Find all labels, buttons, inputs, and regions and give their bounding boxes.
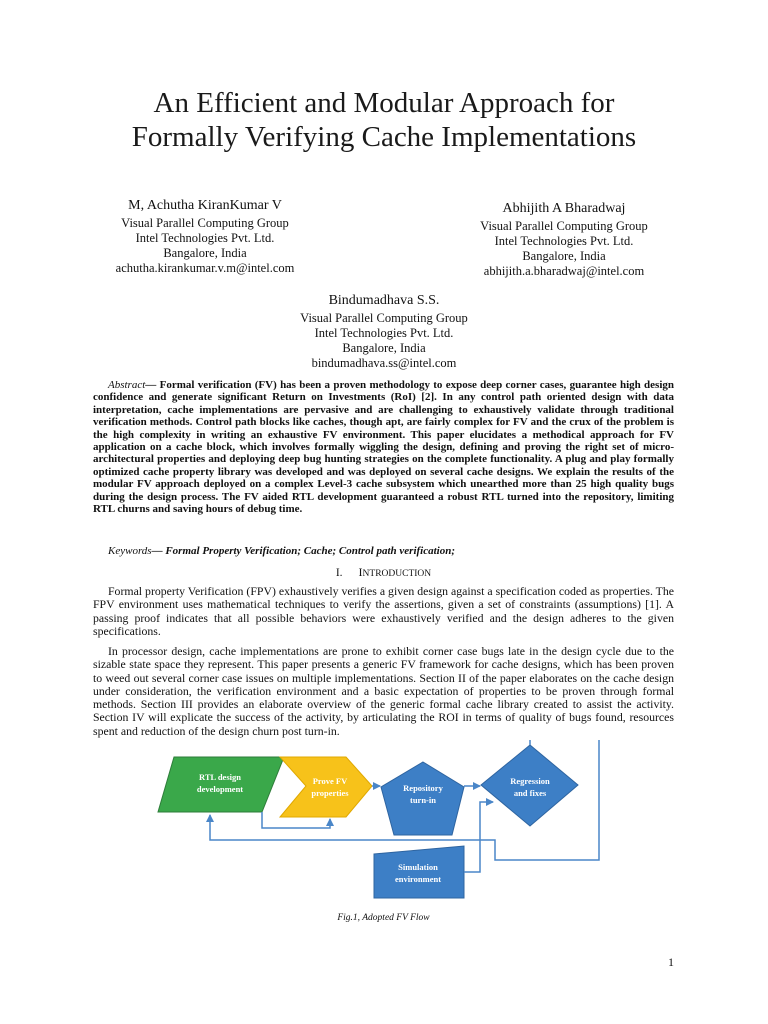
paper-title (40, 86, 728, 154)
abstract-label: Abstract (108, 379, 146, 391)
keywords-body: Formal Property Verification; Cache; Control path verification; (165, 545, 456, 557)
author-block-3 (274, 291, 494, 371)
author-group: Visual Parallel Computing Group (300, 311, 468, 325)
simulation-label-2: environment (394, 874, 442, 884)
author-group: Visual Parallel Computing Group (121, 216, 289, 230)
author-company: Intel Technologies Pvt. Ltd. (494, 234, 634, 248)
paragraph-1: Formal property Verification (FPV) exhaustively verifies a given design against a specification coded as properties. The FPV environment uses mathematical techniques to verify the assertions, given a set of constraints (assumptions) [1]. A passing proof indicates that all possible behaviors were exhaustively verified and the design adheres to the given specifications. (93, 584, 674, 638)
author-location: Bangalore, India (342, 341, 426, 355)
fv-flow-figure (150, 740, 610, 900)
author-block-1 (95, 196, 315, 276)
title-line-1: An Efficient and Modular Approach for (153, 87, 615, 119)
prove-fv-shape (280, 757, 372, 817)
keywords-label: Keywords (108, 545, 152, 557)
section-heading-introduction (93, 565, 674, 580)
fv-flow-diagram (150, 740, 610, 900)
arrow-simulation-to-regression (464, 802, 493, 872)
regression-label-2: and fixes (513, 788, 547, 798)
author-email: bindumadhava.ss@intel.com (311, 356, 457, 370)
author-block-2 (452, 199, 676, 279)
author-name: Abhijith A Bharadwaj (502, 201, 626, 216)
abstract-body: Formal verification (FV) has been a proven methodology to expose deep corner cases, guarantee high design confidence and generate significant Return on Investments (RoI) [2]. In any control path oriented design with data interpretation, cache implementations are pervasive and are challenging to exhaustively validate through traditional verification methods. Control path blocks like caches, though apt, are fairly complex for FV and the crux of the problem is the high complexity in writing an exhaustive FV environment. This paper elucidates a methodical approach for FV application on a cache block, which involves formally wiggling the design, defining and proving the right set of micro-architectural properties and deploying deep bug hunting strategies on the complete functionality. A plug and play formally optimized cache property library was developed and was deployed on several cache designs. We explain the results of the modular FV approach deployed on a complex Level-3 cache subsystem which unearthed more than 25 high quality bugs during the design process. The FV aided RTL development guaranteed a robust RTL turned into the repository, limiting RTL churns and saving hours of debug time. (93, 379, 675, 516)
author-name: Bindumadhava S.S. (328, 293, 440, 308)
regression-label-1: Regression (510, 776, 550, 786)
simulation-shape (374, 846, 464, 898)
author-location: Bangalore, India (522, 249, 606, 263)
repository-label-2: turn-in (410, 795, 436, 805)
title-line-2: Formally Verifying Cache Implementations (131, 121, 637, 153)
author-name: M, Achutha KiranKumar V (128, 198, 282, 213)
author-location: Bangalore, India (163, 246, 247, 260)
figure-caption: Fig.1, Adopted FV Flow (337, 913, 430, 923)
author-group: Visual Parallel Computing Group (480, 219, 648, 233)
simulation-label-1: Simulation (398, 862, 438, 872)
rtl-design-label-2: development (196, 784, 244, 794)
page-number: 1 (668, 955, 674, 969)
keywords-separator: — (151, 545, 166, 557)
paragraph-2: In processor design, cache implementations are prone to exhibit corner case bugs late in the design cycle due to the sizable state space they represent. This paper presents a generic FV framework for cache designs, which has been proven to weed out several corner case issues on multiple implementations. Section II of the paper elaborates on the cache design under consideration, the verification environment and a basic expectation of properties to be proven through formal methods. Section III provides an elaborate overview of the generic formal cache library created to assist the activity. Section IV will explicate the success of the activity, by articulating the ROI in terms of quality of bugs found, resources spent and reduction of the design churn post turn-in. (93, 644, 674, 738)
abstract (93, 379, 674, 515)
section-title-initial: I (358, 565, 363, 579)
author-company: Intel Technologies Pvt. Ltd. (135, 231, 275, 245)
section-title-rest: NTRODUCTION (362, 569, 432, 579)
author-email: achutha.kirankumar.v.m@intel.com (115, 261, 295, 275)
rtl-design-label-1: RTL design (199, 772, 241, 782)
author-email: abhijith.a.bharadwaj@intel.com (483, 264, 645, 278)
abstract-separator: — (145, 379, 160, 391)
repository-label-1: Repository (403, 783, 443, 793)
keywords (93, 545, 674, 557)
author-company: Intel Technologies Pvt. Ltd. (314, 326, 454, 340)
prove-fv-label-2: properties (311, 788, 349, 798)
prove-fv-label-1: Prove FV (312, 776, 348, 786)
section-number: I. (335, 567, 343, 579)
